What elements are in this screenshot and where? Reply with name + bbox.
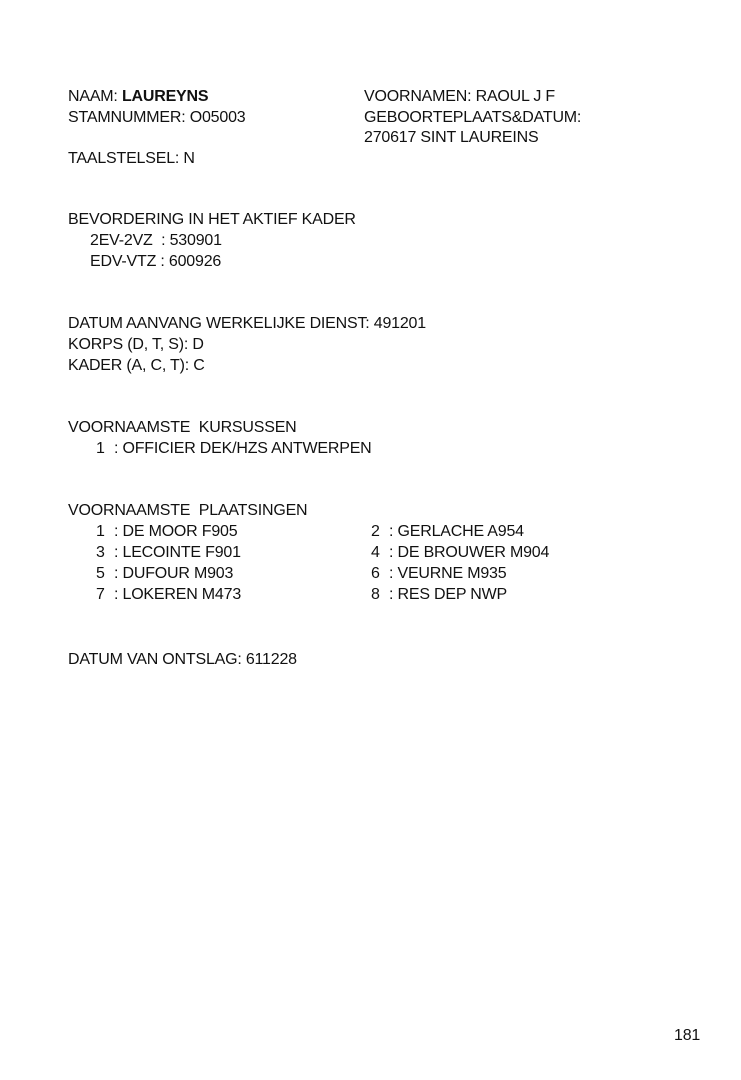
- plaatsing-number: 8: [371, 586, 380, 603]
- plaatsing-item: [371, 585, 507, 605]
- plaatsing-text: : LECOINTE F901: [114, 544, 241, 561]
- plaatsing-text: : DE BROUWER M904: [389, 544, 550, 561]
- korps-field: KORPS (D, T, S): D: [68, 336, 204, 353]
- bevordering-heading: BEVORDERING IN HET AKTIEF KADER: [68, 211, 356, 228]
- naam-label: NAAM:: [68, 88, 118, 105]
- plaatsing-number: 4: [371, 544, 380, 561]
- plaatsing-text: : RES DEP NWP: [389, 586, 508, 603]
- ontslag-field: DATUM VAN ONTSLAG: 611228: [68, 651, 297, 668]
- taalstelsel-field: TAALSTELSEL: N: [68, 150, 195, 167]
- plaatsing-number: 5: [96, 565, 105, 582]
- plaatsing-text: : LOKEREN M473: [114, 586, 242, 603]
- plaatsing-number: 7: [96, 586, 105, 603]
- kursus-text: : OFFICIER DEK/HZS ANTWERPEN: [114, 440, 372, 457]
- plaatsing-number: 6: [371, 565, 380, 582]
- plaatsing-text: : VEURNE M935: [389, 565, 507, 582]
- plaatsing-text: : GERLACHE A954: [389, 523, 524, 540]
- geboorte-value: 270617 SINT LAUREINS: [364, 129, 539, 146]
- kursussen-heading: VOORNAAMSTE KURSUSSEN: [68, 419, 297, 436]
- plaatsing-number: 2: [371, 523, 380, 540]
- plaatsingen-heading: VOORNAAMSTE PLAATSINGEN: [68, 502, 308, 519]
- plaatsing-item: [371, 543, 549, 563]
- plaatsing-text: : DE MOOR F905: [114, 523, 238, 540]
- plaatsing-number: 1: [96, 523, 105, 540]
- plaatsing-item: [371, 522, 524, 542]
- plaatsing-item: [96, 564, 233, 584]
- plaatsing-item: [96, 585, 241, 605]
- voornamen-field: VOORNAMEN: RAOUL J F: [364, 88, 555, 105]
- page-number: 181: [674, 1027, 701, 1044]
- kader-field: KADER (A, C, T): C: [68, 357, 205, 374]
- plaatsing-item: [96, 522, 237, 542]
- naam-field: [68, 87, 208, 107]
- stamnummer-field: STAMNUMMER: O05003: [68, 109, 246, 126]
- aanvang-dienst: DATUM AANVANG WERKELIJKE DIENST: 491201: [68, 315, 426, 332]
- bevordering-line: EDV-VTZ : 600926: [90, 253, 222, 270]
- kursus-item: [96, 439, 372, 459]
- plaatsing-item: [371, 564, 506, 584]
- plaatsing-item: [96, 543, 241, 563]
- plaatsing-number: 3: [96, 544, 105, 561]
- plaatsing-text: : DUFOUR M903: [114, 565, 234, 582]
- geboorte-label: GEBOORTEPLAATS&DATUM:: [364, 109, 582, 126]
- naam-value: LAUREYNS: [121, 88, 209, 105]
- kursus-number: 1: [96, 440, 105, 457]
- bevordering-line: 2EV-2VZ : 530901: [90, 232, 222, 249]
